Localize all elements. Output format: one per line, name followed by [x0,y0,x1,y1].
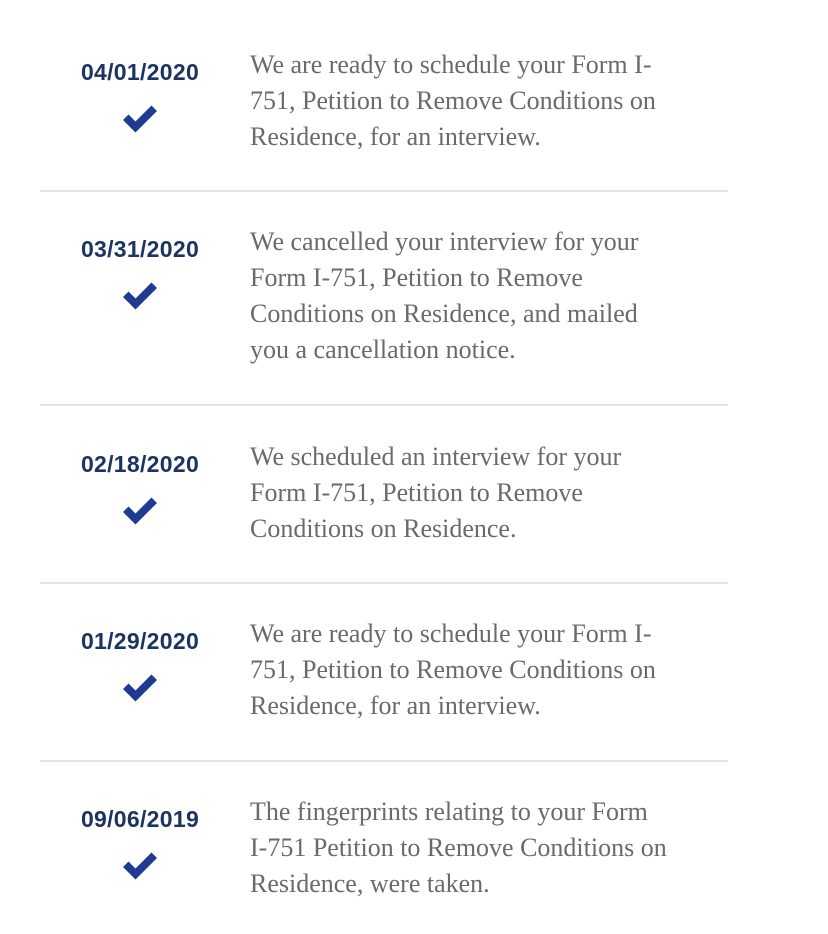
history-description-line: We cancelled your interview for your [250,227,639,256]
history-description [250,224,770,368]
history-description-line: Residence, for an interview. [250,122,541,151]
history-date-column [40,450,240,528]
history-date: 03/31/2020 [80,236,200,262]
history-description [250,439,770,547]
history-date-column [40,627,240,705]
history-date: 04/01/2020 [80,59,200,85]
divider [40,760,728,762]
history-description [250,616,770,724]
history-description-line: Residence, were taken. [250,869,490,898]
history-date-column [40,235,240,313]
checkmark-icon [120,102,160,136]
checkmark-icon [120,849,160,883]
history-description-line: Form I-751, Petition to Remove [250,478,583,507]
history-description [250,794,770,902]
history-description [250,47,770,155]
history-description-line: I-751 Petition to Remove Conditions on [250,833,667,862]
history-date: 09/06/2019 [80,806,200,832]
history-date-column [40,805,240,883]
checkmark-icon [120,494,160,528]
history-description-line: The fingerprints relating to your Form [250,797,648,826]
history-description-line: 751, Petition to Remove Conditions on [250,655,656,684]
history-date: 01/29/2020 [80,628,200,654]
history-description-line: We are ready to schedule your Form I- [250,50,652,79]
checkmark-icon [120,279,160,313]
history-description-line: We are ready to schedule your Form I- [250,619,652,648]
history-description-line: Form I-751, Petition to Remove [250,263,583,292]
history-description-line: Conditions on Residence, and mailed [250,299,638,328]
history-description-line: Residence, for an interview. [250,691,541,720]
history-description-line: 751, Petition to Remove Conditions on [250,86,656,115]
history-description-line: We scheduled an interview for your [250,442,622,471]
divider [40,582,728,584]
history-date-column [40,58,240,136]
divider [40,190,728,192]
history-description-line: Conditions on Residence. [250,514,517,543]
divider [40,404,728,406]
checkmark-icon [120,671,160,705]
history-date: 02/18/2020 [80,451,200,477]
history-description-line: you a cancellation notice. [250,335,516,364]
